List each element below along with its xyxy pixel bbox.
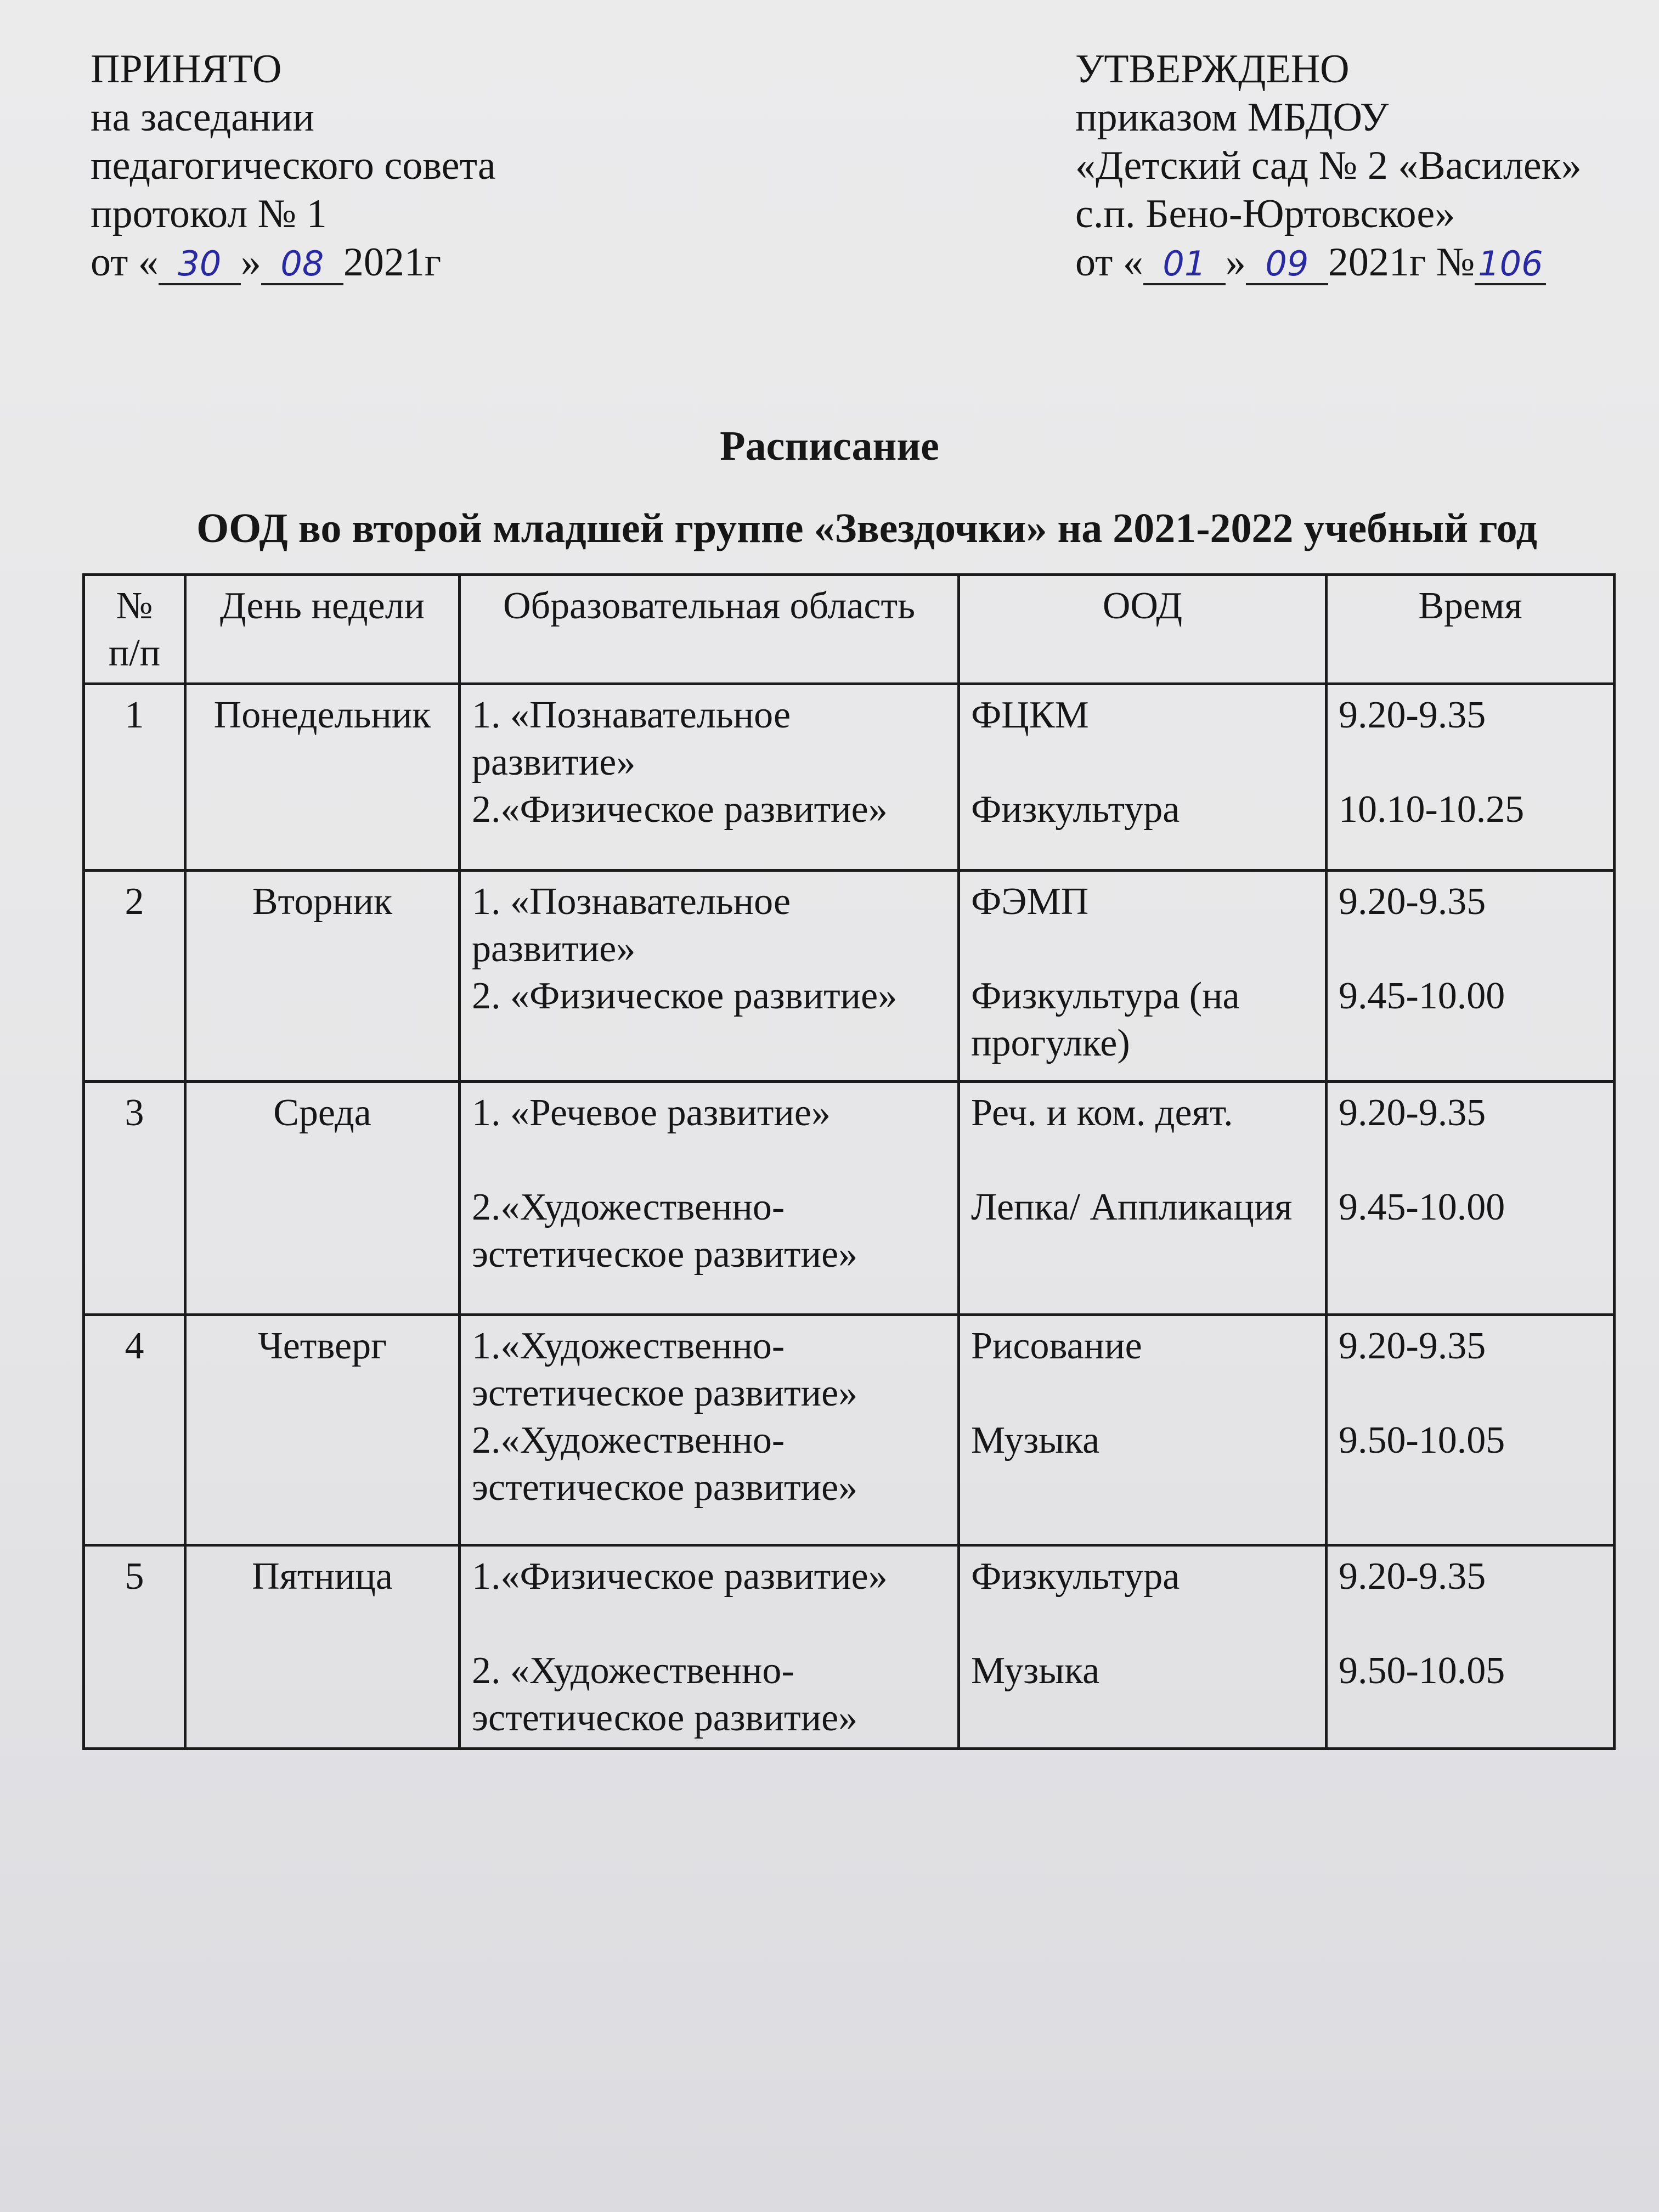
row-ood	[959, 1545, 1327, 1749]
row-time	[1327, 871, 1615, 1082]
approved-label: УТВЕРЖДЕНО	[1075, 47, 1350, 92]
accepted-date	[91, 238, 496, 286]
handwritten-order-number: 106	[1475, 245, 1546, 285]
time-item: 9.20-9.35	[1339, 881, 1486, 923]
ood-item: Физкультура (на прогулке)	[971, 975, 1240, 1064]
row-ood	[959, 684, 1327, 871]
protocol-label: протокол № 1	[91, 191, 327, 236]
time-item: 9.45-10.00	[1339, 1186, 1505, 1228]
ood-item: Реч. и ком. деят.	[971, 1092, 1233, 1134]
row-number: 3	[84, 1082, 185, 1315]
area-item: 1.«Художественно-эстетическое развитие»	[472, 1325, 858, 1414]
time-item: 9.50-10.05	[1339, 1650, 1505, 1692]
area-item: 2.«Художественно-эстетическое развитие»	[472, 1419, 858, 1509]
handwritten-month: 08	[261, 245, 343, 285]
approval-block-right	[1075, 45, 1582, 286]
row-ood	[959, 1315, 1327, 1545]
table-row	[84, 1315, 1615, 1545]
ood-item: Музыка	[971, 1650, 1100, 1692]
row-time	[1327, 1545, 1615, 1749]
area-item: 2. «Художественно-эстетическое развитие»	[472, 1650, 858, 1739]
time-item: 9.20-9.35	[1339, 1325, 1486, 1367]
table-row	[84, 1545, 1615, 1749]
ood-item: Физкультура	[971, 1555, 1180, 1598]
area-item: 2. «Физическое развитие»	[472, 975, 898, 1017]
approved-date	[1075, 238, 1582, 286]
ood-item: Музыка	[971, 1419, 1100, 1462]
row-time	[1327, 1082, 1615, 1315]
header-area: Образовательная область	[460, 575, 959, 684]
meeting-label: на заседании	[91, 95, 314, 140]
date-mid: »	[240, 240, 261, 285]
header-time: Время	[1327, 575, 1615, 684]
area-item: 1. «Познавательное развитие»	[472, 694, 791, 783]
handwritten-day: 01	[1143, 245, 1226, 285]
date-year-number: 2021г №	[1328, 240, 1475, 285]
header-ood: ООД	[959, 575, 1327, 684]
row-number: 5	[84, 1545, 185, 1749]
order-label: приказом МБДОУ	[1075, 95, 1389, 140]
council-label: педагогического совета	[91, 143, 496, 188]
document-title: Расписание	[720, 423, 939, 469]
area-item: 1.«Физическое развитие»	[472, 1555, 888, 1598]
header-number: № п/п	[84, 575, 185, 684]
handwritten-day: 30	[159, 245, 241, 285]
time-item: 9.20-9.35	[1339, 1092, 1486, 1134]
time-item: 9.20-9.35	[1339, 694, 1486, 736]
row-day: Четверг	[185, 1315, 460, 1545]
row-number: 2	[84, 871, 185, 1082]
approval-block-left	[91, 45, 496, 286]
ood-item: Рисование	[971, 1325, 1142, 1367]
area-item: 2.«Художественно-эстетическое развитие»	[472, 1186, 858, 1276]
date-mid: »	[1225, 240, 1246, 285]
settlement-name: с.п. Бено-Юртовское»	[1075, 191, 1455, 236]
ood-item: ФЦКМ	[971, 694, 1089, 736]
row-time	[1327, 1315, 1615, 1545]
row-day: Пятница	[185, 1545, 460, 1749]
ood-item: ФЭМП	[971, 881, 1089, 923]
row-area	[460, 684, 959, 871]
time-item: 9.20-9.35	[1339, 1555, 1486, 1598]
area-item: 1. «Познавательное развитие»	[472, 881, 791, 970]
date-prefix: от «	[1075, 240, 1143, 285]
area-item: 1. «Речевое развитие»	[472, 1092, 831, 1134]
row-ood	[959, 871, 1327, 1082]
row-number: 4	[84, 1315, 185, 1545]
date-prefix: от «	[91, 240, 159, 285]
kindergarten-name: «Детский сад № 2 «Василек»	[1075, 143, 1582, 188]
ood-item: Лепка/ Аппликация	[971, 1186, 1293, 1228]
row-day: Вторник	[185, 871, 460, 1082]
table-row	[84, 684, 1615, 871]
header-day: День недели	[185, 575, 460, 684]
handwritten-month: 09	[1246, 245, 1328, 285]
row-time	[1327, 684, 1615, 871]
table-header-row	[84, 575, 1615, 684]
row-area	[460, 1315, 959, 1545]
area-item: 2.«Физическое развитие»	[472, 788, 888, 831]
date-year: 2021г	[343, 240, 442, 285]
time-item: 9.45-10.00	[1339, 975, 1505, 1017]
row-number: 1	[84, 684, 185, 871]
schedule-table	[82, 573, 1616, 1750]
time-item: 10.10-10.25	[1339, 788, 1525, 831]
table-row	[84, 871, 1615, 1082]
document-subtitle: ООД во второй младшей группе «Звездочки» на 2021-2022 учебный год	[196, 505, 1537, 551]
row-area	[460, 1082, 959, 1315]
row-day: Среда	[185, 1082, 460, 1315]
row-day: Понедельник	[185, 684, 460, 871]
table-row	[84, 1082, 1615, 1315]
row-ood	[959, 1082, 1327, 1315]
row-area	[460, 1545, 959, 1749]
ood-item: Физкультура	[971, 788, 1180, 831]
row-area	[460, 871, 959, 1082]
accepted-label: ПРИНЯТО	[91, 47, 282, 92]
time-item: 9.50-10.05	[1339, 1419, 1505, 1462]
